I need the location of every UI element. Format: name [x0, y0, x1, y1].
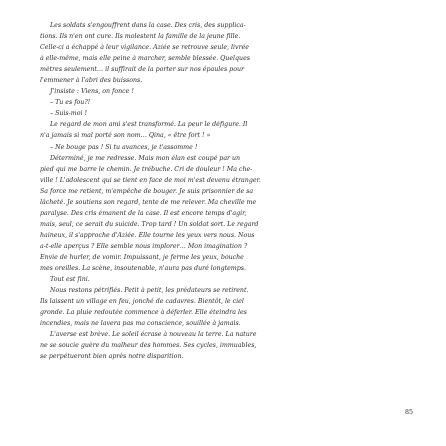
text-line: ne se soucie guère du malheur des hommes. Ses cycles, immuables,: [40, 342, 257, 350]
paragraph: [40, 119, 410, 141]
text-line: paralyse. Des cris émanent de la case. Il est encore temps d'agir,: [40, 209, 247, 217]
text-line: lâcheté. Je soutiens son regard, tente de me relever. Ma cheville me: [40, 198, 257, 206]
text-line: tions. Ils n'en ont cure. Ils molestent la famille de la jeune fille.: [40, 33, 241, 41]
text-line: mais, seul, ce serait du suicide. Trop tard ! Un soldat sort. Le regard: [40, 220, 259, 228]
text-line: – Tu es fou?!: [50, 99, 91, 107]
text-line: mètres seulement… il suffirait de la porter sur nos épaules pour: [40, 66, 244, 74]
paragraph: [40, 97, 410, 108]
paragraph: [40, 142, 410, 153]
text-line: Le regard de mon ami s'est transformé. La peur le défigure. Il: [50, 121, 248, 129]
text-line: Tout est fini.: [50, 276, 90, 284]
text-line: Celle-ci a échappé à leur vigilance. Aziée se retrouve seule, livrée: [40, 44, 249, 52]
text-line: – Suis-moi !: [50, 110, 87, 118]
text-line: mes oreilles. La scène, insoutenable, n'aura pas duré longtemps.: [40, 265, 246, 273]
text-line: Nous restons pétrifiés. Petit à petit, les prédateurs se retirent.: [50, 287, 249, 295]
paragraph: [40, 329, 410, 362]
text-line: gronde. La pluie redoutée commence à déferler. Elle éteindra les: [40, 309, 247, 317]
text-line: a-t-elle aperçus ? Elle semble nous implorer… Mon imagination ?: [40, 242, 248, 250]
text-line: ville ! L'adolescent qui se tient en face de moi m'est devenu étranger.: [40, 176, 261, 184]
text-line: L'averse est brève. Le soleil écrase à nouveau la terre. La nature: [50, 331, 257, 339]
text-line: n'a jamais si mal porté son nom… Qina, « être fort ! »: [40, 132, 211, 140]
text-line: – Ne bouge pas ! Si tu avances, je t'assomme !: [50, 143, 198, 151]
text-line: haineux, il s'approche d'Aziée. Elle tourne les yeux vers nous. Nous: [40, 231, 255, 239]
paragraph: [40, 108, 410, 119]
text-line: à elle-même, mais elle peine à marcher, semble blessée. Quelques: [40, 55, 251, 63]
body-text: [40, 20, 410, 362]
text-line: Envie de hurler, de vomir. Impuissant, je ferme les yeux, bouche: [40, 253, 244, 261]
paragraph: [40, 86, 410, 97]
text-line: Déterminé, je me redresse. Mais mon élan est coupé par un: [50, 154, 241, 162]
paragraph: [40, 20, 410, 86]
paragraph: [40, 153, 410, 275]
paragraph: [40, 285, 410, 329]
text-line: se perpétueront bien après notre disparition.: [40, 353, 184, 361]
page-number: 85: [404, 409, 413, 416]
text-line: l'emmener à l'abri des buissons.: [40, 77, 143, 85]
paragraph: [40, 274, 410, 285]
text-line: Ils laissent un village en feu, jonché de cadavres. Bientôt, le ciel: [40, 298, 244, 306]
text-line: incendies, mais ne lavera pas ma conscience, souillée à jamais.: [40, 320, 241, 328]
text-line: pied qui me barre le chemin. Je trébuche. Cri de douleur ! Ma che-: [40, 165, 253, 173]
text-line: Sa force me retient, m'empêche de bouger. Je suis prisonnier de sa: [40, 187, 254, 195]
text-line: Les soldats s'engouffrent dans la case. Des cris, des supplica-: [50, 22, 246, 29]
text-line: J'insiste : Viens, on fonce !: [50, 88, 134, 96]
